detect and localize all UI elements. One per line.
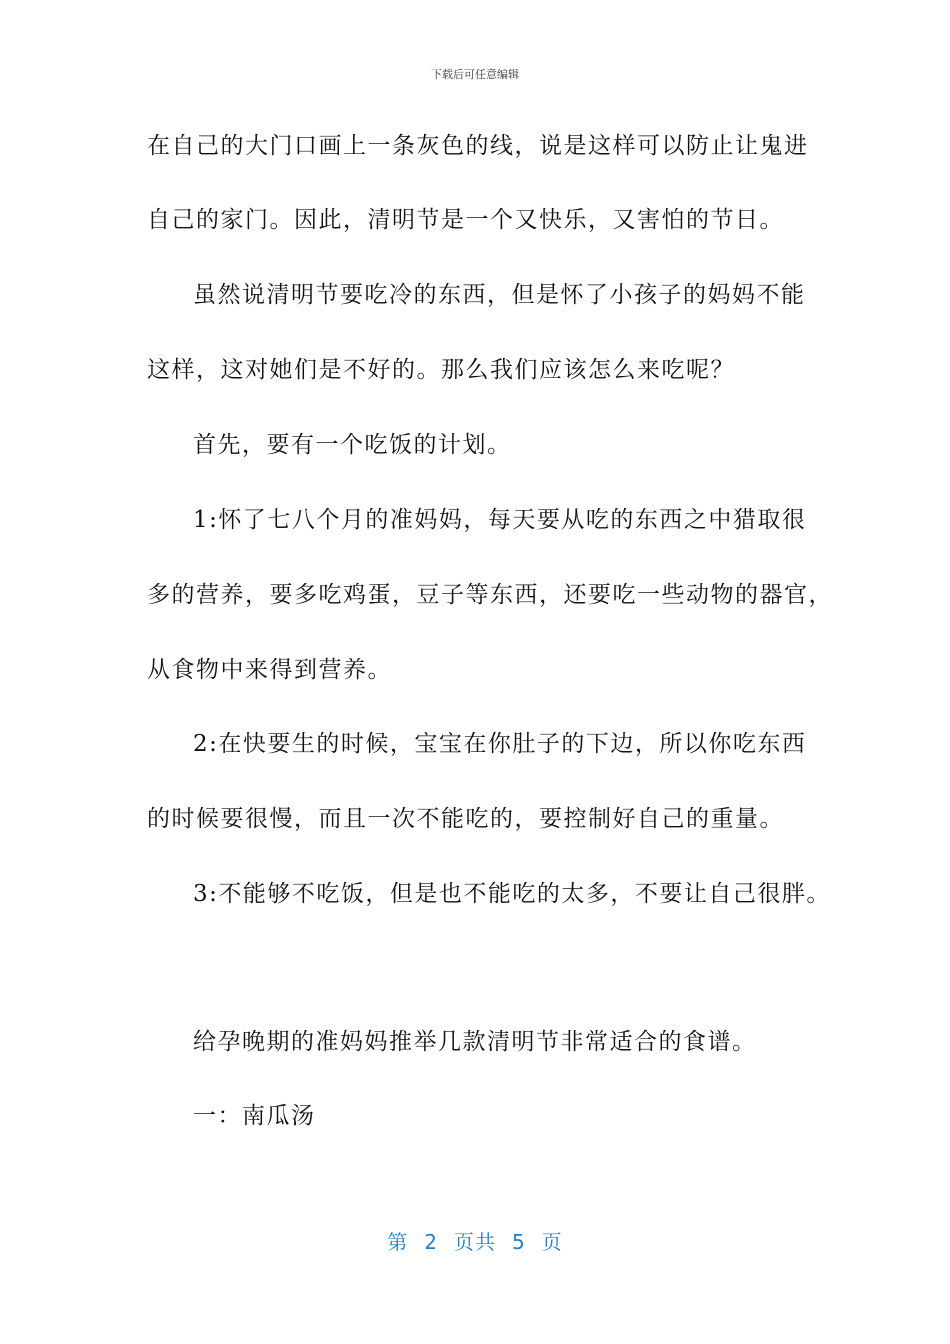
page-header: 下载后可任意编辑 — [431, 68, 519, 81]
body-line: 这样，这对她们是不好的。那么我们应该怎么来吃呢？ — [147, 357, 735, 383]
body-line: 一：南瓜汤 — [193, 1103, 316, 1129]
footer-current-page: 2 — [424, 1230, 438, 1254]
body-line: 的时候要很慢，而且一次不能吃的，要控制好自己的重量。 — [147, 806, 784, 832]
body-line: 首先，要有一个吃饭的计划。 — [193, 432, 512, 458]
footer-total-pages: 5 — [512, 1230, 526, 1254]
footer-suffix: 页 — [541, 1230, 563, 1254]
body-line: 2:在快要生的时候，宝宝在你肚子的下边，所以你吃东西 — [193, 731, 807, 757]
footer-prefix: 第 — [387, 1230, 409, 1254]
page-number-footer — [0, 1226, 950, 1255]
body-line: 1:怀了七八个月的准妈妈，每天要从吃的东西之中猎取很 — [193, 507, 807, 533]
body-line: 虽然说清明节要吃冷的东西，但是怀了小孩子的妈妈不能 — [193, 282, 806, 308]
body-line: 多的营养，要多吃鸡蛋，豆子等东西，还要吃一些动物的器官， — [147, 582, 833, 608]
body-line: 自己的家门。因此，清明节是一个又快乐，又害怕的节日。 — [147, 207, 784, 233]
body-line: 在自己的大门口画上一条灰色的线，说是这样可以防止让鬼进 — [147, 133, 809, 159]
body-line: 给孕晚期的准妈妈推举几款清明节非常适合的食谱。 — [193, 1029, 757, 1055]
body-line: 从食物中来得到营养。 — [147, 657, 392, 683]
body-line: 3:不能够不吃饭，但是也不能吃的太多，不要让自己很胖。 — [193, 881, 831, 907]
footer-middle: 页共 — [454, 1230, 496, 1254]
